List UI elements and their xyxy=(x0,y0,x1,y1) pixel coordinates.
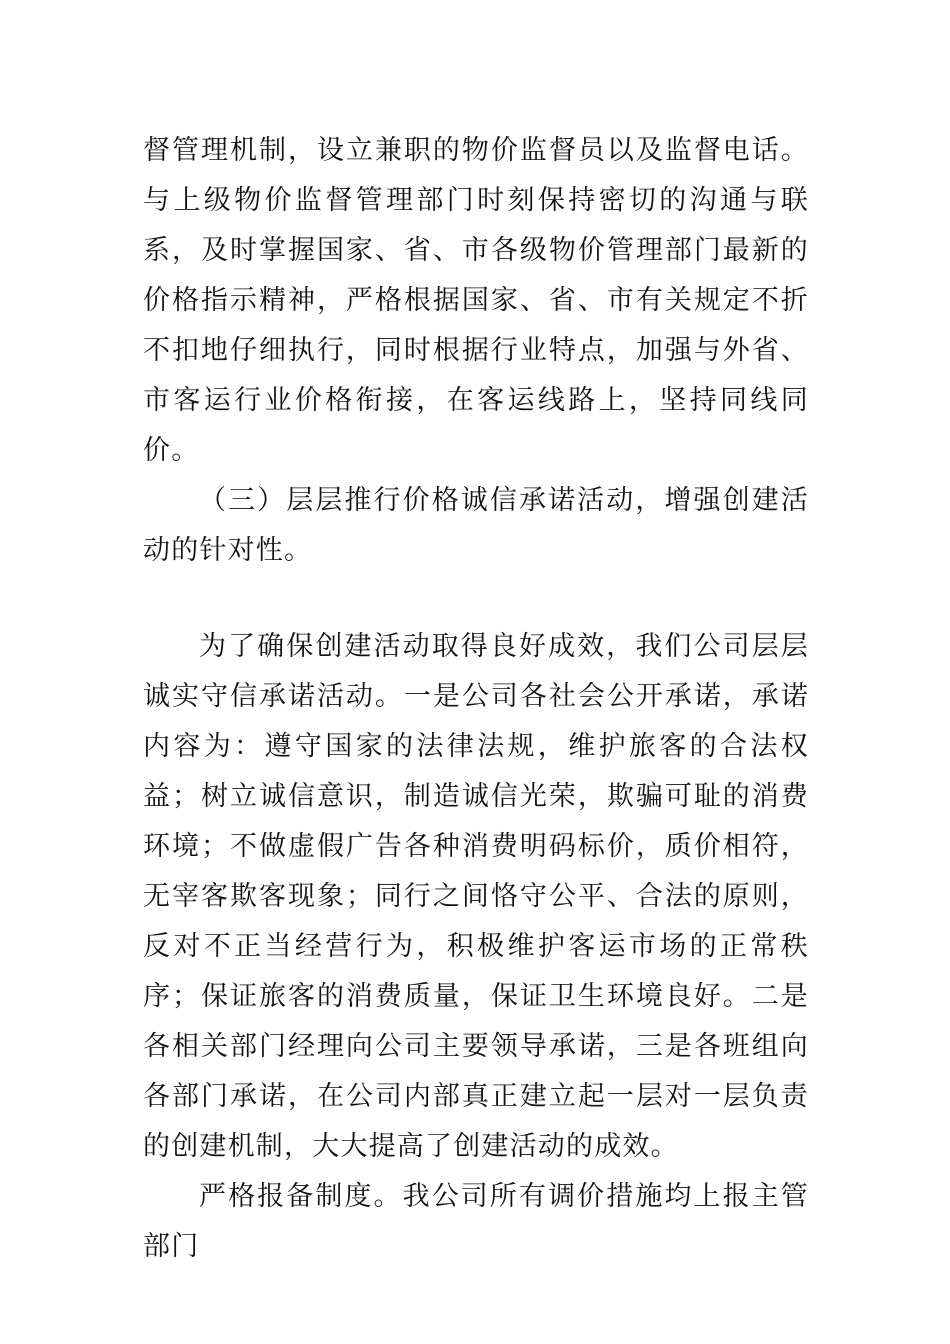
section-heading-integrity-commitment: （三）层层推行价格诚信承诺活动，增强创建活动的针对性。 xyxy=(143,485,809,566)
paragraph-price-supervision: 督管理机制，设立兼职的物价监督员以及监督电话。与上级物价监督管理部门时刻保持密切的沟通与联系，及时掌握国家、省、市各级物价管理部门最新的价格指示精神，严格根据国家、省、市有关规定不折不扣地仔细执行，同时根据行业特点，加强与外省、市客运行业价格衔接，在客运线路上，坚持同线同价。 xyxy=(143,135,809,466)
paragraph-filing-system: 严格报备制度。我公司所有调价措施均上报主管部门 xyxy=(143,1181,809,1262)
paragraph-commitment-activities: 为了确保创建活动取得良好成效，我们公司层层诚实守信承诺活动。一是公司各社会公开承诺，承诺内容为：遵守国家的法律法规，维护旅客的合法权益；树立诚信意识，制造诚信光荣，欺骗可耻的消费环境；不做虚假广告各种消费明码标价，质价相符，无宰客欺客现象；同行之间恪守公平、合法的原则，反对不正当经营行为，积极维护客运市场的正常秩序；保证旅客的消费质量，保证卫生环境良好。二是各相关部门经理向公司主要领导承诺，三是各班组向各部门承诺，在公司内部真正建立起一层对一层负责的创建机制，大大提高了创建活动的成效。 xyxy=(143,631,809,1162)
